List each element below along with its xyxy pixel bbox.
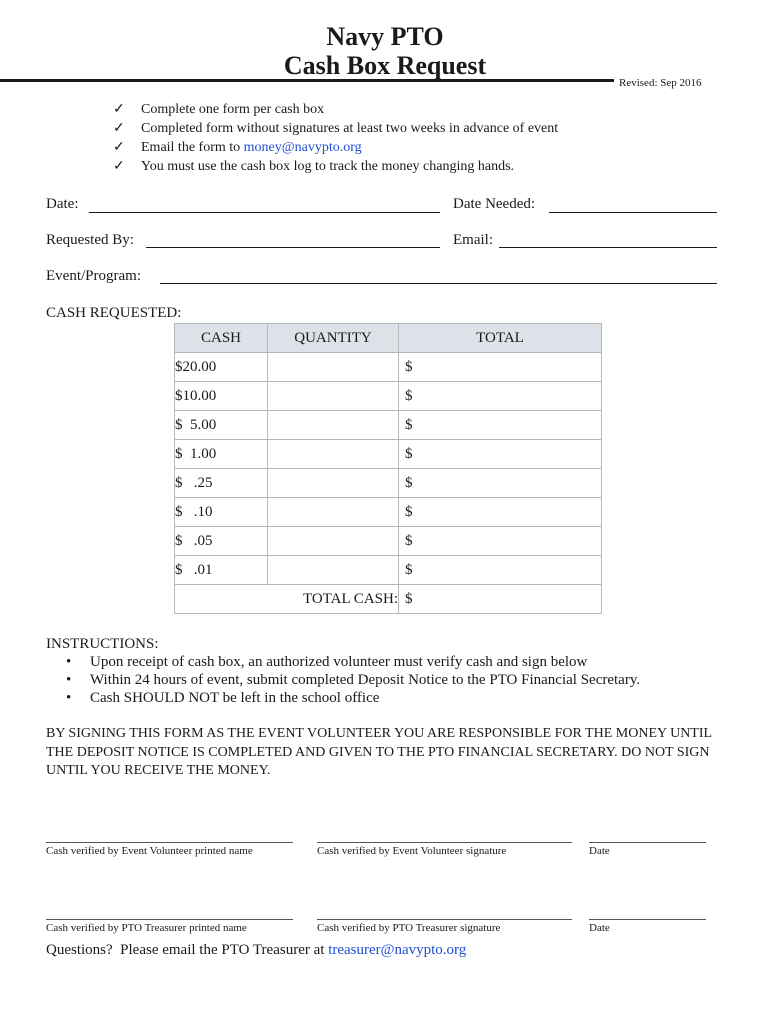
total-cell[interactable]: $ xyxy=(399,382,602,411)
table-header-row xyxy=(175,324,602,353)
checklist-item: ✓ Complete one form per cash box xyxy=(113,102,325,117)
column-header-quantity: QUANTITY xyxy=(268,324,399,353)
table-row xyxy=(175,556,602,585)
quantity-cell[interactable] xyxy=(268,556,399,585)
table-row xyxy=(175,440,602,469)
quantity-cell[interactable] xyxy=(268,469,399,498)
instructions-heading: INSTRUCTIONS: xyxy=(46,636,159,652)
requested-by-label: Requested By: xyxy=(46,232,134,248)
date-field[interactable] xyxy=(89,212,440,213)
table-row xyxy=(175,527,602,556)
table-row xyxy=(175,469,602,498)
cash-table xyxy=(174,323,602,614)
table-row xyxy=(175,411,602,440)
column-header-total: TOTAL xyxy=(399,324,602,353)
responsibility-notice: BY SIGNING THIS FORM AS THE EVENT VOLUNTEER YOU ARE RESPONSIBLE FOR THE MONEY UNTIL THE DEPOSIT NOTICE IS COMPLETED AND GIVEN TO THE PTO FINANCIAL SECRETARY. DO NOT SIGN UNTIL YOU RECEIVE THE MONEY. xyxy=(46,726,712,778)
quantity-cell[interactable] xyxy=(268,498,399,527)
total-cell[interactable]: $ xyxy=(399,440,602,469)
treasurer-printed-name-label: Cash verified by PTO Treasurer printed name xyxy=(46,922,247,934)
total-cell[interactable]: $ xyxy=(399,469,602,498)
total-cell[interactable]: $ xyxy=(399,353,602,382)
total-cell[interactable]: $ xyxy=(399,411,602,440)
treasurer-date-label: Date xyxy=(589,922,610,934)
event-program-field[interactable] xyxy=(160,283,717,284)
quantity-cell[interactable] xyxy=(268,527,399,556)
cash-denomination: $20.00 xyxy=(175,353,268,382)
total-cash-label: TOTAL CASH: xyxy=(175,585,399,614)
bullet-icon: • xyxy=(66,654,72,670)
volunteer-signature-line[interactable] xyxy=(317,842,572,843)
treasurer-date-line[interactable] xyxy=(589,919,706,920)
quantity-cell[interactable] xyxy=(268,440,399,469)
instruction-item: • Cash SHOULD NOT be left in the school office xyxy=(66,690,380,706)
treasurer-printed-name-line[interactable] xyxy=(46,919,293,920)
requested-by-field[interactable] xyxy=(146,247,440,248)
total-cell[interactable]: $ xyxy=(399,498,602,527)
revised-date: Revised: Sep 2016 xyxy=(619,77,702,89)
cash-denomination: $ 5.00 xyxy=(175,411,268,440)
bullet-icon: • xyxy=(66,672,72,688)
volunteer-printed-name-line[interactable] xyxy=(46,842,293,843)
money-email-link[interactable]: money@navypto.org xyxy=(243,140,362,155)
total-cell[interactable]: $ xyxy=(399,556,602,585)
page-subtitle: Cash Box Request xyxy=(283,51,487,80)
treasurer-email-link[interactable]: treasurer@navypto.org xyxy=(328,942,467,958)
date-needed-field[interactable] xyxy=(549,212,717,213)
email-field[interactable] xyxy=(499,247,717,248)
cash-denomination: $ 1.00 xyxy=(175,440,268,469)
table-row xyxy=(175,353,602,382)
checklist-item: ✓ You must use the cash box log to track the money changing hands. xyxy=(113,159,515,174)
cash-denomination: $10.00 xyxy=(175,382,268,411)
cash-denomination: $ .25 xyxy=(175,469,268,498)
event-program-label: Event/Program: xyxy=(46,268,141,284)
instruction-item: • Upon receipt of cash box, an authorized volunteer must verify cash and sign below xyxy=(66,654,588,670)
total-row xyxy=(175,585,602,614)
table-row xyxy=(175,498,602,527)
page-title: Navy PTO xyxy=(326,22,444,51)
volunteer-printed-name-label: Cash verified by Event Volunteer printed name xyxy=(46,845,253,857)
cash-denomination: $ .05 xyxy=(175,527,268,556)
title-rule xyxy=(0,79,614,82)
volunteer-date-label: Date xyxy=(589,845,610,857)
treasurer-signature-line[interactable] xyxy=(317,919,572,920)
questions-footer: Questions? Please email the PTO Treasurer at treasurer@navypto.org xyxy=(46,942,467,958)
volunteer-date-line[interactable] xyxy=(589,842,706,843)
volunteer-signature-label: Cash verified by Event Volunteer signature xyxy=(317,845,507,857)
checklist-item: ✓ Email the form to money@navypto.org xyxy=(113,140,362,155)
checklist-item: ✓ Completed form without signatures at least two weeks in advance of event xyxy=(113,121,559,136)
total-cash-cell[interactable]: $ xyxy=(399,585,602,614)
email-label: Email: xyxy=(453,232,493,248)
total-cell[interactable]: $ xyxy=(399,527,602,556)
bullet-icon: • xyxy=(66,690,72,706)
quantity-cell[interactable] xyxy=(268,382,399,411)
date-label: Date: xyxy=(46,196,79,212)
date-needed-label: Date Needed: xyxy=(453,196,536,212)
checkmark-icon: ✓ xyxy=(113,159,125,174)
quantity-cell[interactable] xyxy=(268,353,399,382)
checkmark-icon: ✓ xyxy=(113,102,125,117)
cash-requested-heading: CASH REQUESTED: xyxy=(46,305,182,321)
column-header-cash: CASH xyxy=(175,324,268,353)
instruction-item: • Within 24 hours of event, submit completed Deposit Notice to the PTO Financial Secretary. xyxy=(66,672,641,688)
cash-denomination: $ .01 xyxy=(175,556,268,585)
cash-denomination: $ .10 xyxy=(175,498,268,527)
table-row xyxy=(175,382,602,411)
checkmark-icon: ✓ xyxy=(113,121,125,136)
checkmark-icon: ✓ xyxy=(113,140,125,155)
quantity-cell[interactable] xyxy=(268,411,399,440)
treasurer-signature-label: Cash verified by PTO Treasurer signature xyxy=(317,922,501,934)
